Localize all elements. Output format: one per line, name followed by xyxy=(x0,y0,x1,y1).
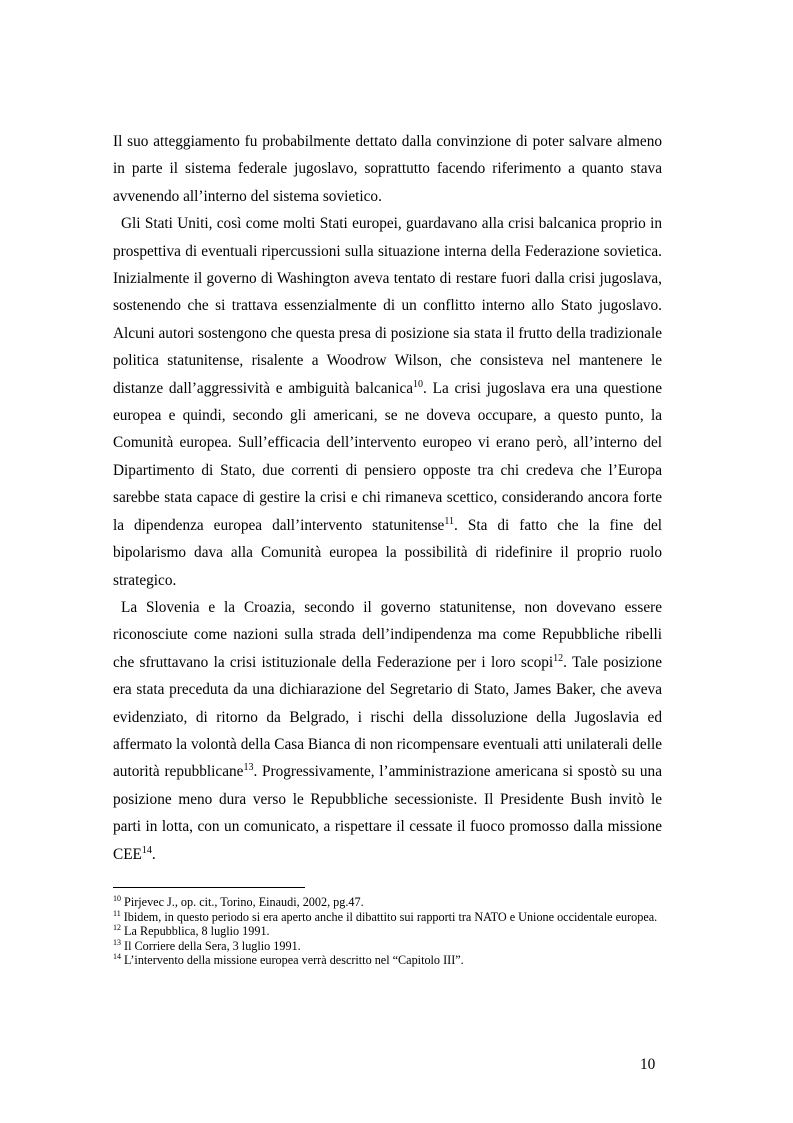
footnote-number: 14 xyxy=(113,951,121,961)
paragraph-1-text-1: Il suo atteggiamento fu probabilmente dettato dalla convinzione di poter salvare almeno in parte il sistema federale jugoslavo, soprattutto facendo riferimento a quanto stava avvenendo all’interno del sistema sovietico. xyxy=(113,133,662,205)
paragraph-3-text-3: . Progressivamente, l’amministrazione americana si spostò su una posizione meno dura verso le Repubbliche secessioniste. Il Presidente Bush invitò le parti in lotta, con un comunicato, a rispettare il cessate il fuoco promosso dalla missione CEE xyxy=(113,763,662,863)
footnote-number: 12 xyxy=(113,922,121,932)
paragraph-3-text-2: . Tale posizione era stata preceduta da una dichiarazione del Segretario di Stato, James Baker, che aveva evidenziato, di ritorno da Belgrado, i rischi della dissoluzione della Jugoslavia ed affermato la volontà della Casa Bianca di non ricompensare eventuali atti unilaterali delle autorità repubblicane xyxy=(113,653,662,781)
footnote-12 xyxy=(113,924,662,939)
footnote-text: L’intervento della missione europea verrà descritto nel “Capitolo III”. xyxy=(124,953,464,967)
footnote-ref-11: 11 xyxy=(444,515,454,527)
footnote-ref-14: 14 xyxy=(141,844,152,856)
footnote-text: La Repubblica, 8 luglio 1991. xyxy=(124,924,270,938)
paragraph-2-text-3: . Sta di fatto che la fine del bipolarismo dava alla Comunità europea la possibilità di ridefinire il proprio ruolo strategico. xyxy=(113,516,663,589)
footnote-10 xyxy=(113,895,662,910)
body-text xyxy=(113,128,662,868)
paragraph-2-text-1: Gli Stati Uniti, così come molti Stati europei, guardavano alla crisi balcanica proprio in prospettiva di eventuali ripercussioni sulla situazione interna della Federazione sovietica. Inizialmente il governo di Washington aveva tentato di restare fuori dalla crisi jugoslava, sostenendo che si trattava essenzialmente di un conflitto interno allo Stato jugoslavo. Alcuni autori sostengono che questa presa di posizione sia stata il frutto della tradizionale politica statunitense, risalente a Woodrow Wilson, che consisteva nel mantenere le distanze dall’aggressività e ambiguità balcanica xyxy=(113,215,662,397)
footnote-text: Pirjevec J., op. cit., Torino, Einaudi, 2002, pg.47. xyxy=(124,895,364,909)
footnote-11 xyxy=(113,910,662,925)
paragraph-3-text-1: La Slovenia e la Croazia, secondo il governo statunitense, non dovevano essere riconosciute come nazioni sulla strada dell’indipendenza ma come Repubbliche ribelli che sfruttavano la crisi istituzionale della Federazione per i loro scopi xyxy=(113,598,662,671)
paragraph-2 xyxy=(113,210,662,594)
footnotes xyxy=(113,895,662,968)
footnote-ref-13: 13 xyxy=(243,762,254,774)
footnote-separator xyxy=(113,887,305,888)
footnote-number: 13 xyxy=(113,937,121,947)
footnote-text: Ibidem, in questo periodo si era aperto anche il dibattito sui rapporti tra NATO e Unione occidentale europea. xyxy=(123,909,658,924)
paragraph-3-text-4: . xyxy=(151,845,156,863)
paragraph-1 xyxy=(113,128,662,210)
footnote-ref-12: 12 xyxy=(553,652,564,664)
page-number: 10 xyxy=(640,1056,656,1073)
footnote-text: Il Corriere della Sera, 3 luglio 1991. xyxy=(124,938,301,953)
footnote-number: 11 xyxy=(113,908,121,918)
footnote-13 xyxy=(113,939,662,954)
footnote-number: 10 xyxy=(113,893,121,903)
paragraph-2-text-2: . La crisi jugoslava era una questione europea e quindi, secondo gli americani, se ne doveva occupare, a questo punto, la Comunità europea. Sull’efficacia dell’intervento europeo vi erano però, all’interno del Dipartimento di Stato, due correnti di pensiero opposte tra chi credeva che l’Europa sarebbe stata capace di gestire la crisi e chi rimaneva scettico, considerando ancora forte la dipendenza europea dall’intervento statunitense xyxy=(113,379,662,534)
footnote-ref-10: 10 xyxy=(413,378,424,390)
footnote-14 xyxy=(113,953,662,968)
paragraph-3 xyxy=(113,594,662,868)
